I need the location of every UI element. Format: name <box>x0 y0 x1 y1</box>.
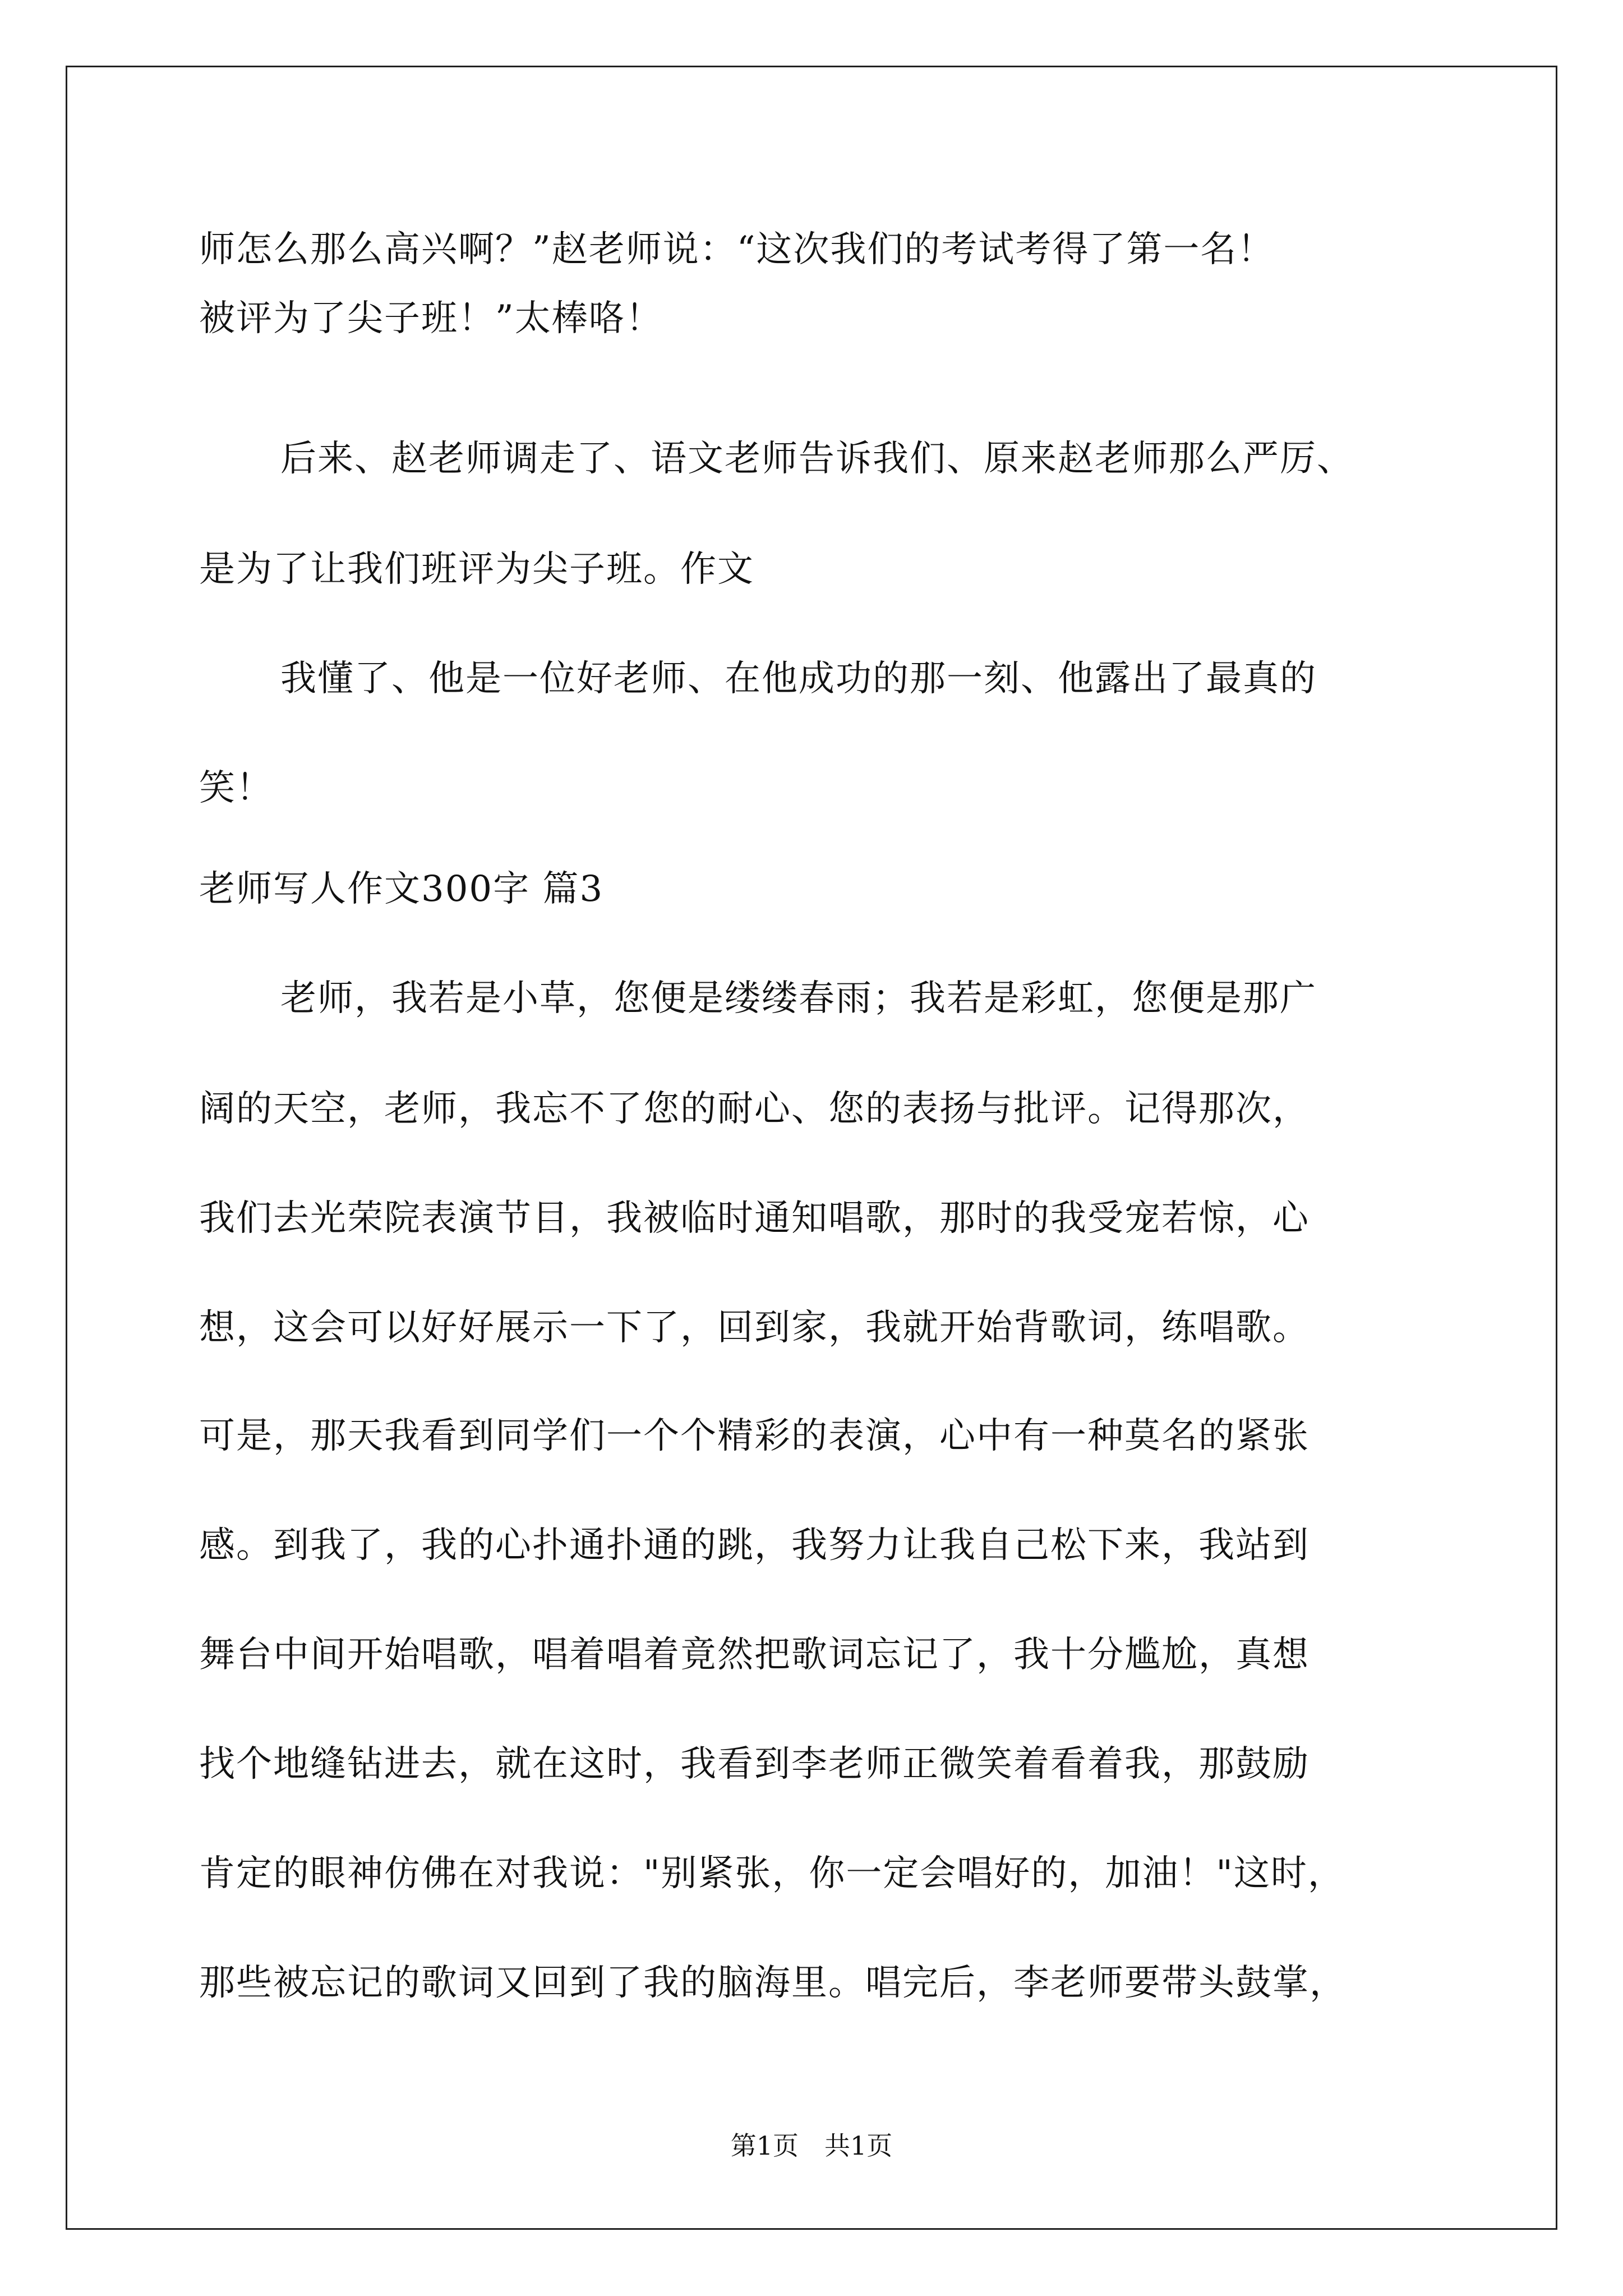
text-line: 被评为了尖子班！”太棒咯！ <box>199 298 663 339</box>
page-border <box>66 66 1557 2230</box>
text-line: 感。到我了，我的心扑通扑通的跳，我努力让我自己松下来，我站到 <box>199 1525 1310 1566</box>
text-line: 想，这会可以好好展示一下了，回到家，我就开始背歌词，练唱歌。 <box>199 1307 1310 1349</box>
text-line: 舞台中间开始唱歌，唱着唱着竟然把歌词忘记了，我十分尴尬，真想 <box>199 1634 1310 1676</box>
text-line: 是为了让我们班评为尖子班。作文 <box>199 549 754 590</box>
text-line: 师怎么那么高兴啊？”赵老师说：“这次我们的考试考得了第一名！ <box>199 229 1275 270</box>
text-line: 找个地缝钻进去，就在这时，我看到李老师正微笑着看着我，那鼓励 <box>199 1743 1310 1785</box>
paragraph-line: 后来、赵老师调走了、语文老师告诉我们、原来赵老师那么严厉、 <box>280 438 1354 480</box>
page-footer: 第1页 共1页 <box>730 2131 893 2161</box>
text-line: 那些被忘记的歌词又回到了我的脑海里。唱完后，李老师要带头鼓掌， <box>199 1962 1347 2004</box>
text-line: 笑！ <box>199 767 273 809</box>
text-line: 可是，那天我看到同学们一个个精彩的表演，心中有一种莫名的紧张 <box>199 1415 1310 1457</box>
section-heading: 老师写人作文300字 篇3 <box>199 868 604 910</box>
text-line: 我们去光荣院表演节目，我被临时通知唱歌，那时的我受宠若惊，心 <box>199 1198 1310 1239</box>
paragraph-line: 老师，我若是小草，您便是缕缕春雨；我若是彩虹，您便是那广 <box>280 978 1317 1019</box>
paragraph-line: 我懂了、他是一位好老师、在他成功的那一刻、他露出了最真的 <box>280 658 1317 700</box>
text-line: 肯定的眼神仿佛在对我说："别紧张，你一定会唱好的，加油！"这时， <box>199 1853 1345 1894</box>
text-line: 阔的天空，老师，我忘不了您的耐心、您的表扬与批评。记得那次， <box>199 1088 1310 1130</box>
